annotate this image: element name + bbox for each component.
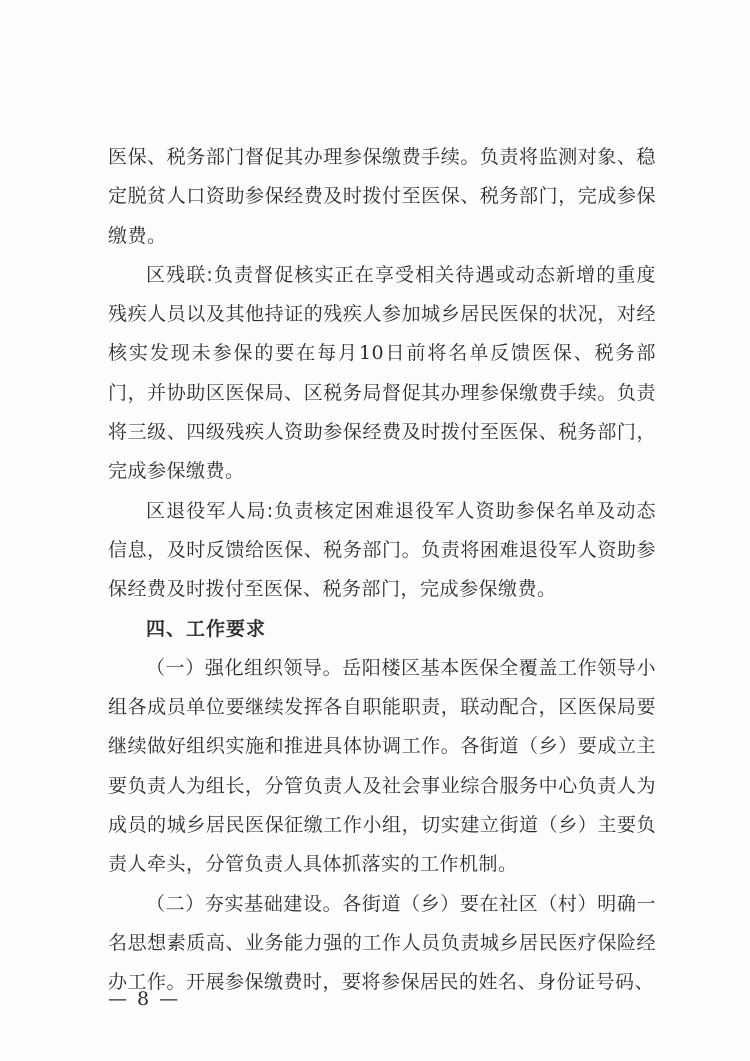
section-heading: 四、工作要求: [146, 617, 267, 640]
paragraph-continuation: [108, 138, 656, 256]
page-number: — 8 —: [108, 988, 181, 1010]
requirement-text: 岳阳楼区基本医保全覆盖工作领导小组各成员单位要继续发挥各自职能职责，联动配合，区医保局要继续做好组织实施和推进具体协调工作。各街道（乡）要成立主要负责人为组长，分管负责人及社会事业综合服务中心负责人为成员的城乡居民医保征缴工作小组，切实建立街道（乡）主要负责人牵头，分管负责人具体抓落实的工作机制。: [108, 656, 656, 876]
paragraph-district-disabled-federation: [108, 256, 656, 492]
paragraph-district-veterans-bureau: [108, 492, 656, 610]
paragraph-lead: 区残联:: [146, 263, 214, 286]
paragraph-text: 负责核定困难退役军人资助参保名单及动态信息，及时反馈给医保、税务部门。负责将困难退役军人资助参保经费及时拨付至医保、税务部门，完成参保缴费。: [108, 499, 656, 601]
requirement-item-2: [108, 885, 656, 1003]
requirement-item-1: [108, 649, 656, 885]
requirement-lead: （二）夯实基础建设。: [146, 892, 343, 915]
requirement-text: 各街道（乡）要在社区（村）明确一名思想素质高、业务能力强的工作人员负责城乡居民医疗保险经办工作。开展参保缴费时，要将参保居民的姓名、身份证号码、: [108, 892, 656, 994]
requirement-lead: （一）强化组织领导。: [146, 656, 343, 679]
paragraph-text: 负责督促核实正在享受相关待遇或动态新增的重度残疾人员以及其他持证的残疾人参加城乡居民医保的状况，对经核实发现未参保的要在每月10日前将名单反馈医保、税务部门，并协助区医保局、区税务局督促其办理参保缴费手续。负责将三级、四级残疾人资助参保经费及时拨付至医保、税务部门，完成参保缴费。: [108, 263, 656, 483]
document-body: [108, 138, 656, 1003]
paragraph-lead: 区退役军人局:: [146, 499, 274, 522]
paragraph-text: 医保、税务部门督促其办理参保缴费手续。负责将监测对象、稳定脱贫人口资助参保经费及时拨付至医保、税务部门，完成参保缴费。: [108, 146, 656, 247]
